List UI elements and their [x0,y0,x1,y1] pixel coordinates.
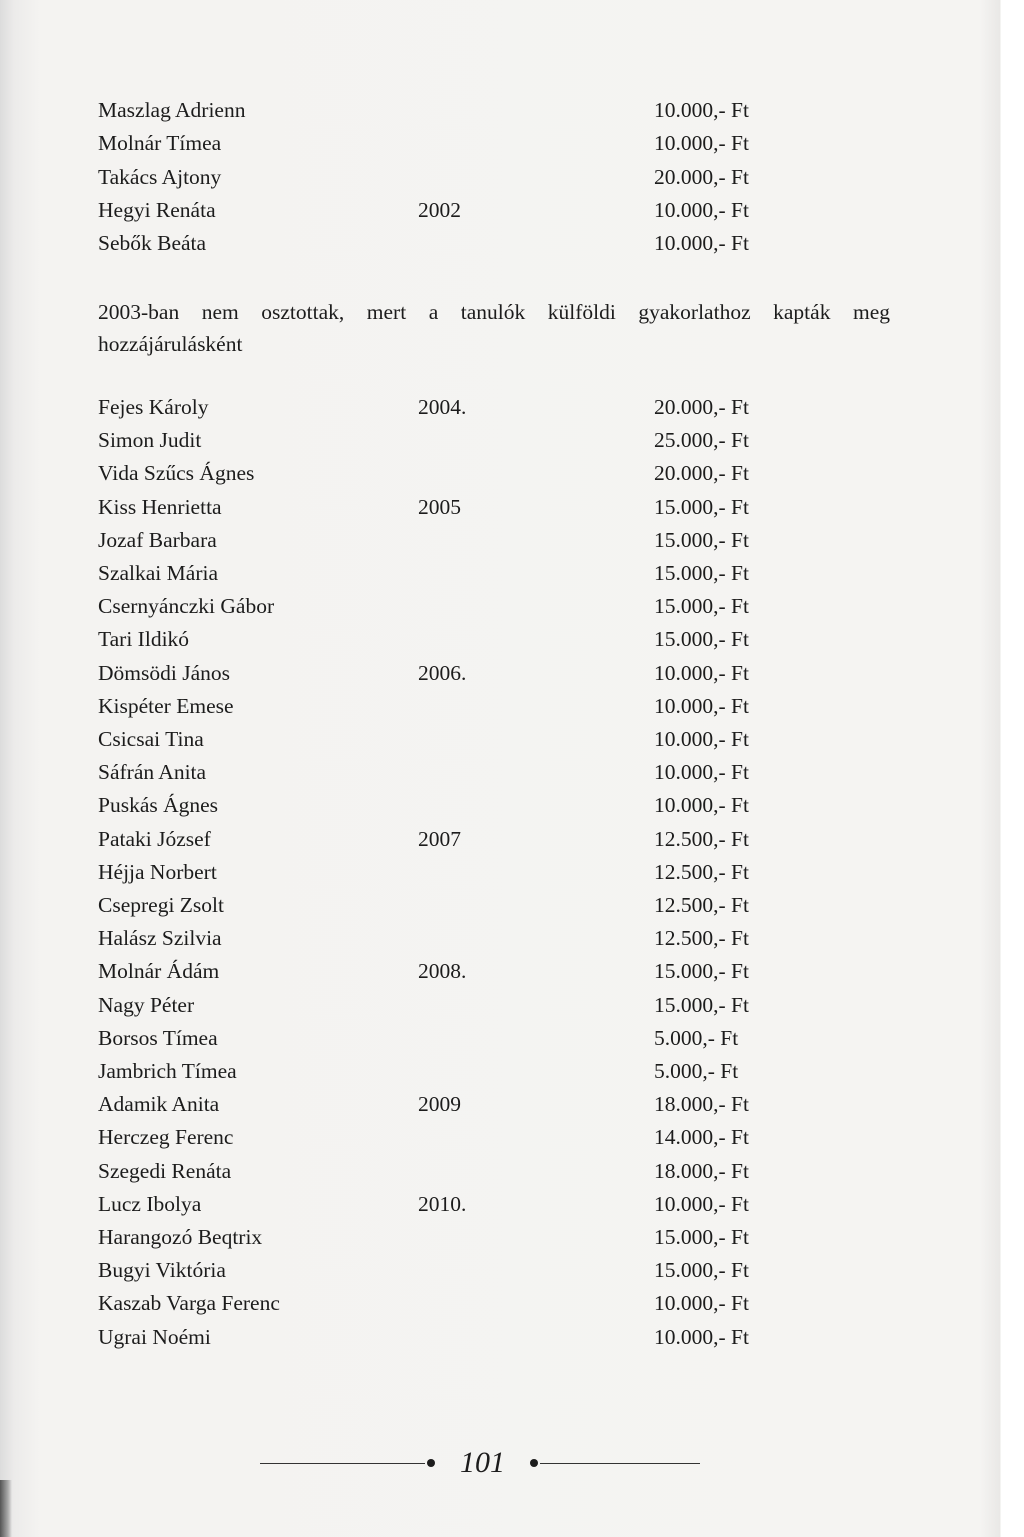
recipient-name: Molnár Tímea [98,131,222,156]
list-item [98,1155,898,1188]
list-item [98,161,898,194]
list-item [98,391,898,424]
award-amount: 15.000,- Ft [654,1258,749,1283]
award-year: 2006. [418,660,467,685]
recipient-name: Csernyánczki Gábor [98,594,275,619]
award-amount: 15.000,- Ft [654,494,749,519]
footer-bullet-right [530,1459,538,1467]
list-item [98,1221,898,1254]
award-amount: 10.000,- Ft [654,231,749,256]
list-item [98,823,898,856]
award-amount: 10.000,- Ft [654,660,749,685]
recipient-name: Adamik Anita [98,1092,220,1117]
recipient-name: Bugyi Viktória [98,1258,226,1283]
list-item [98,491,898,524]
list-item [98,889,898,922]
award-year: 2010. [418,1191,467,1216]
award-amount: 10.000,- Ft [654,197,749,222]
award-amount: 10.000,- Ft [654,131,749,156]
list-item [98,424,898,457]
footer-rule-left [260,1463,425,1464]
list-item [98,1055,898,1088]
recipient-name: Csepregi Zsolt [98,893,224,917]
list-item [98,1321,898,1354]
award-year: 2009 [418,1092,461,1117]
list-item [98,127,898,160]
award-amount: 18.000,- Ft [654,1092,749,1117]
recipient-name: Tari Ildikó [98,627,190,652]
recipient-name: Szegedi Renáta [98,1158,232,1183]
list-item [98,1022,898,1055]
award-amount: 15.000,- Ft [654,527,749,552]
award-amount: 5.000,- Ft [654,1025,739,1050]
list-item [98,756,898,789]
recipient-name: Vida Szűcs Ágnes [98,461,255,486]
recipient-name: Kiss Henrietta [98,494,222,519]
recipient-name: Sebők Beáta [98,231,207,256]
recipient-name: Ugrai Noémi [98,1324,211,1349]
award-amount: 10.000,- Ft [654,1324,749,1349]
recipient-name: Hegyi Renáta [98,197,216,222]
award-amount: 20.000,- Ft [654,395,749,419]
list-item [98,1254,898,1287]
list-item [98,524,898,557]
list-item [98,789,898,822]
footer-bullet-left [427,1459,435,1467]
award-year: 2004. [418,395,467,419]
recipient-name: Héjja Norbert [98,859,217,884]
recipient-name: Dömsödi János [98,660,230,685]
recipient-name: Simon Judit [98,428,202,453]
award-amount: 25.000,- Ft [654,428,749,453]
award-year: 2005 [418,494,461,519]
list-item [98,1287,898,1320]
award-amount: 15.000,- Ft [654,1225,749,1249]
recipient-name: Kaszab Varga Ferenc [98,1291,280,1316]
note-paragraph [98,296,890,360]
list-item [98,1188,898,1221]
list-item [98,227,898,260]
list-item [98,590,898,623]
list-item [98,1088,898,1121]
award-year: 2008. [418,959,467,984]
recipient-name: Csicsai Tina [98,727,204,751]
award-amount: 10.000,- Ft [654,793,749,818]
recipient-name: Herczeg Ferenc [98,1125,234,1150]
list-item [98,623,898,656]
award-amount: 5.000,- Ft [654,1059,739,1083]
award-amount: 10.000,- Ft [654,98,749,122]
award-amount: 10.000,- Ft [654,1191,749,1216]
recipient-name: Borsos Tímea [98,1025,218,1050]
award-amount: 15.000,- Ft [654,959,749,984]
list-item [98,457,898,490]
recipient-name: Pataki József [98,826,211,851]
recipient-name: Fejes Károly [98,395,209,419]
list-item [98,989,898,1022]
recipient-name: Puskás Ágnes [98,793,219,818]
award-amount: 15.000,- Ft [654,992,749,1017]
note-line-1: 2003-ban nem osztottak, mert a tanulók külföldi gyakorlathoz kapták meg [98,300,890,324]
list-item [98,557,898,590]
award-amount: 10.000,- Ft [654,1291,749,1316]
award-amount: 10.000,- Ft [654,693,749,718]
recipient-name: Takács Ajtony [98,164,222,189]
award-amount: 15.000,- Ft [654,594,749,619]
list-item [98,194,898,227]
award-amount: 12.500,- Ft [654,926,749,951]
page-number: 101 [460,1446,505,1479]
award-amount: 20.000,- Ft [654,164,749,189]
recipient-name: Szalkai Mária [98,561,218,585]
recipient-name: Kispéter Emese [98,693,234,718]
recipient-name: Jozaf Barbara [98,527,217,552]
list-item [98,690,898,723]
award-amount: 12.500,- Ft [654,893,749,917]
list-item [98,955,898,988]
award-amount: 12.500,- Ft [654,859,749,884]
recipient-name: Sáfrán Anita [98,760,207,785]
award-amount: 14.000,- Ft [654,1125,749,1150]
recipient-name: Jambrich Tímea [98,1059,237,1083]
award-year: 2002 [418,197,461,222]
page-footer [0,1443,1024,1483]
award-amount: 18.000,- Ft [654,1158,749,1183]
binding-shadow [0,1480,12,1537]
recipient-name: Halász Szilvia [98,926,222,951]
award-amount: 15.000,- Ft [654,627,749,652]
list-item [98,723,898,756]
note-line-2: hozzájárulásként [98,332,243,356]
recipient-name: Nagy Péter [98,992,195,1017]
recipient-name: Maszlag Adrienn [98,98,246,122]
list-item [98,856,898,889]
list-item [98,657,898,690]
recipient-name: Molnár Ádám [98,959,220,984]
list-item [98,922,898,955]
award-amount: 10.000,- Ft [654,727,749,751]
award-amount: 10.000,- Ft [654,760,749,785]
recipient-name: Lucz Ibolya [98,1191,202,1216]
recipient-name: Harangozó Beqtrix [98,1225,263,1249]
list-item [98,1121,898,1154]
footer-rule-right [540,1463,700,1464]
award-amount: 20.000,- Ft [654,461,749,486]
list-item [98,94,898,127]
award-amount: 15.000,- Ft [654,561,749,585]
award-amount: 12.500,- Ft [654,826,749,851]
award-year: 2007 [418,826,461,851]
